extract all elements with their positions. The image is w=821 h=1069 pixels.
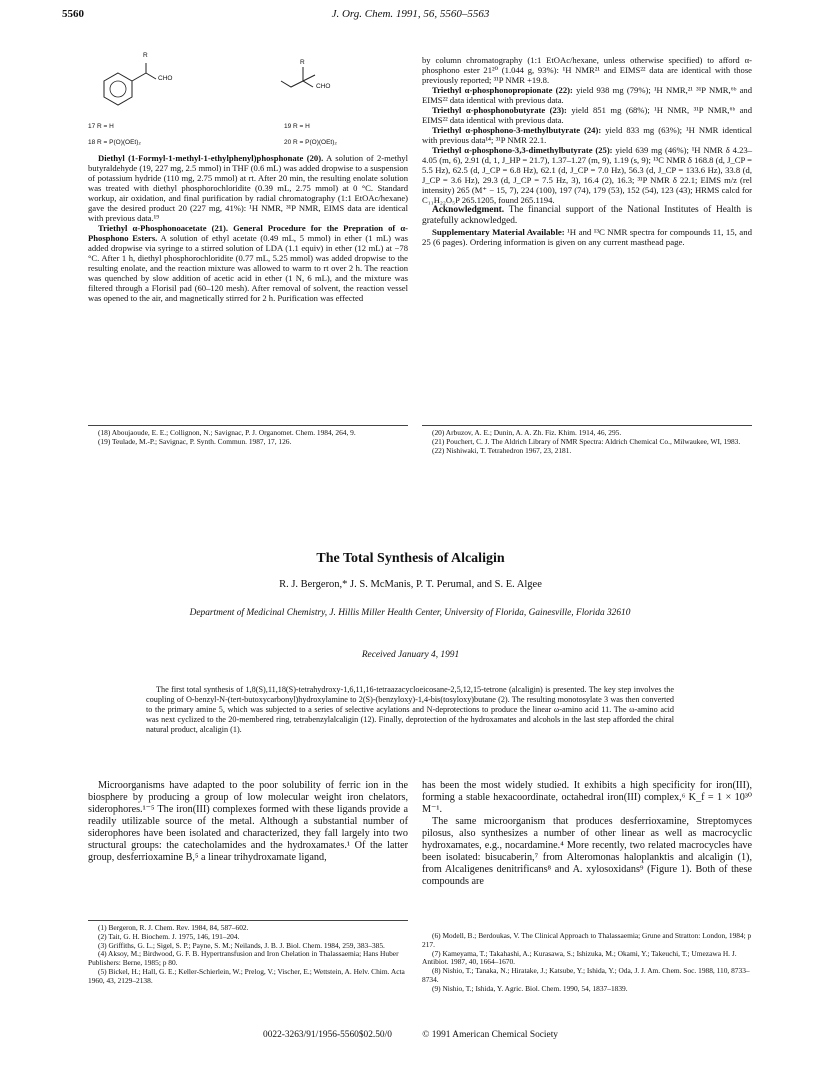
footnote-20: (20) Arbuzov, A. E.; Dunin, A. A. Zh. Fiz. Khim. 1914, 46, 295.	[432, 428, 622, 437]
compound-24-paragraph	[422, 125, 752, 145]
compound-25-heading: Triethyl α-phosphono-3,3-dimethylbutyrate (25):	[432, 145, 613, 155]
copyright-notice: © 1991 American Chemical Society	[422, 1030, 558, 1040]
received-date: Received January 4, 1991	[361, 650, 460, 660]
compound-22-heading: Triethyl α-phosphonopropionate (22):	[432, 85, 573, 95]
compound-23-text: yield 851 mg (68%); ¹H NMR, ³¹P NMR,⁶ᵇ and EIMS²² data identical with previous data.	[422, 105, 752, 125]
structure-figure	[88, 52, 408, 153]
struct1-r-label: R	[143, 52, 148, 59]
footnote-divider	[88, 425, 408, 426]
triethyl-paragraph	[88, 223, 408, 303]
article-authors: R. J. Bergeron,* J. S. McManis, P. T. Perumal, and S. E. Algee	[279, 579, 542, 590]
page-number: 5560	[62, 8, 84, 20]
footnotes-left	[88, 425, 408, 447]
diethyl-heading: Diethyl (1-Formyl-1-methyl-1-ethylphenyl)phosphonate (20).	[98, 153, 324, 163]
footnote-22: (22) Nishiwaki, T. Tetrahedron 1967, 23, 2181.	[432, 445, 572, 455]
compound-25-paragraph	[422, 145, 752, 205]
triethyl-heading: Triethyl α-Phosphonoacetate (21). General Procedure for the Prepration of α-Phosphono Esters.	[88, 223, 408, 243]
footnote-21: (21) Pouchert, C. J. The Aldrich Library of NMR Spectra: Aldrich Chemical Co., Milwaukee, WI, 1983.	[432, 436, 741, 446]
alkyl-aldehyde-structure	[273, 55, 353, 105]
references-right	[422, 932, 752, 994]
struct2-label-19: 19 R = H	[284, 123, 310, 130]
abstract: The first total synthesis of 1,8(S),11,18(S)-tetrahydroxy-1,6,11,16-tetraazacycloeicosane-2,5,12,15-tetrone (alcaligin) is presented. The key step involves the coupling of O-benzyl-N-(tert-butoxycarbonyl)hydroxylamine to 2(S)-(benzyloxy)-1,4-bis(tosyloxy)butane (2). The resulting monotosylate 3 was then converted to the primary amine 5, which was subjected to a series of selective acylations and N-deprotections to produce the linear ω-amino acid 11. The ω-amino acid was next cyclized to the 20-membered ring, tetrabenzylalcaligin (12). Finally, deprotection of the hydroxamates and alcohols in the last step afforded the chiral natural product, alcaligin (1).	[146, 685, 674, 734]
struct1-label-17: 17 R = H	[88, 123, 114, 130]
article-code: 0022-3263/91/1956-5560$02.50/0	[263, 1030, 392, 1040]
struct2-r-label: R	[300, 59, 305, 66]
supplementary-text: ¹H and ¹³C NMR spectra for compounds 11, 15, and 25 (6 pages). Ordering information is given on any current masthead page.	[422, 227, 752, 248]
acknowledgment	[422, 205, 752, 227]
acknowledgment-text: The financial support of the National Institutes of Health is gratefully acknowledged.	[422, 205, 752, 226]
right-column	[422, 55, 752, 248]
aryl-aldehyde-structure	[88, 55, 238, 117]
supplementary-material	[422, 227, 752, 248]
compound-23-heading: Triethyl α-phosphonobutyrate (23):	[432, 105, 567, 115]
footnote-divider	[422, 425, 752, 426]
footnote-18: (18) Aboujaoude, E. E.; Collignon, N.; Savignac, P. J. Organomet. Chem. 1984, 264, 9.	[98, 428, 356, 437]
footnote-19: (19) Teulade, M.-P.; Savignac, P. Synth. Commun. 1987, 17, 126.	[98, 436, 292, 446]
compound-24-text: yield 833 mg (63%); ¹H NMR identical with previous data¹⁴; ³¹P NMR 22.1.	[422, 125, 752, 145]
body-text-right	[422, 780, 752, 888]
reference-5: (5) Bickel, H.; Hall, G. E.; Keller-Schierlein, W.; Prelog, V.; Vischer, E.; Wettstein, A. Helv. Chim. Acta 1960, 43, 2129–2138.	[88, 966, 405, 985]
references-left	[88, 920, 408, 986]
body-right-paragraph-2: The same microorganism that produces desferrioxamine, Streptomyces pilosus, also synthesizes a number of other linear as well as macrocyclic hydroxamates, e.g., nocardamine.⁴ More recently, two related macrocycles have been isolated: bisucaberin,⁷ from Alteromonas haloplanktis and alcaligin (1), from Alcaligenes denitrificans⁸ and A. xylosoxidans⁹ (Figure 1). Both of these compounds are	[422, 816, 752, 887]
struct1-cho-label: CHO	[158, 75, 173, 82]
compound-24-heading: Triethyl α-phosphono-3-methylbutyrate (24):	[432, 125, 602, 135]
references-divider	[88, 920, 408, 921]
left-column	[88, 52, 409, 303]
reference-8: (8) Nishio, T.; Tanaka, N.; Hiratake, J.; Katsube, Y.; Ishida, Y.; Oda, J. J. Am. Chem. Soc. 1988, 110, 8733–8734.	[422, 966, 750, 984]
compound-22-paragraph	[422, 85, 752, 105]
diethyl-text: A solution of 2-methyl butyraldehyde (19, 227 mg, 2.5 mmol) in THF (0.6 mL) was added dropwise to a suspension of potassium hydride (110 mg, 2.75 mmol) at rt. After 20 min, the resulting enolate solution was treated with diethyl phosphorochloridite (0.39 mL, 2.75 mmol) at 0 °C. Standard workup, air oxidation, and final purification by radial chromatography (1:1 EtOAc/hexane) gave the desired product 20 (227 mg, 41%): ¹H NMR, ³¹P NMR, EIMS data are identical with previous data.¹⁹	[88, 153, 408, 223]
body-text-left: Microorganisms have adapted to the poor solubility of ferric ion in the biosphere by producing a group of low molecular weight iron chelators, siderophores.¹⁻⁵ The iron(III) complexes formed with these ligands provide a readily utilizable source of the metal. Although a substantial number of siderophores have been isolated and characterized, they fall largely into two structural groups: the catecholamides and the hydroxamates.¹ Of the latter group, desferrioxamine B,⁵ a linear trihydroxamate ligand,	[88, 780, 408, 863]
acknowledgment-heading: Acknowledgment.	[432, 205, 505, 215]
footnotes-right	[422, 425, 752, 455]
struct2-label-20: 20 R = P(O)(OEt)₂	[284, 139, 337, 146]
compound-23-paragraph	[422, 105, 752, 125]
body-right-paragraph-1: has been the most widely studied. It exhibits a high specificity for iron(III), forming a stable hexacoordinate, octahedral iron(III) complex,⁶ K_f = 1 × 10³⁰ M⁻¹.	[422, 780, 752, 815]
reference-6: (6) Modell, B.; Berdoukas, V. The Clinical Approach to Thalassaemia; Grune and Stratton: London, 1984; p 217.	[422, 931, 752, 949]
reference-7: (7) Kameyama, T.; Takahashi, A.; Kurasawa, S.; Ishizuka, M.; Okami, Y.; Takeuchi, T.; Umezawa H. J. Antibiot. 1987, 40, 1664–1670.	[422, 948, 737, 967]
page-footer	[0, 1030, 821, 1040]
supplementary-heading: Supplementary Material Available:	[432, 227, 565, 237]
running-head: J. Org. Chem. 1991, 56, 5560–5563	[331, 8, 490, 20]
struct2-cho-label: CHO	[316, 83, 331, 90]
compound-22-text: yield 938 mg (79%); ¹H NMR,²¹ ³¹P NMR,⁶ᵇ and EIMS²² data identical with previous data.	[422, 85, 752, 105]
reference-1: (1) Bergeron, R. J. Chem. Rev. 1984, 84, 587–602.	[98, 923, 249, 932]
right-paragraph-1: by column chromatography (1:1 EtOAc/hexane, unless otherwise specified) to afford α-phosphono ester 21²⁰ (1.044 g, 93%): ¹H NMR²¹ and EIMS²² data are identical with those previously reported; ³¹P NMR +19.8.	[422, 55, 752, 85]
triethyl-text: A solution of ethyl acetate (0.49 mL, 5 mmol) in ether (1 mL) was added dropwise via syringe to a stirred solution of LDA (1.1 equiv) in ether (12 mL) at −78 °C. After 1 h, diethyl phosphorochloridite (0.77 mL, 5.25 mmol) was added dropwise to the resulting enolate, and the reaction mixture was allowed to warm to rt over 2 h. The reaction was quenched by slow addition of acetic acid in ether (1 N, 6 mL), and the mixture was filtered through a Florisil pad (60–120 mesh). After removal of solvent, the reaction vessel was opened to the air, and magnetically stirred for 2 h. Purification was effected	[88, 233, 409, 303]
reference-4: (4) Aksoy, M.; Birdwood, G. F. B. Hypertransfusion and Iron Chelation in Thalassaemia; Hans Huber Publishers: Berne, 1985; p 80.	[88, 949, 399, 968]
article-affiliation: Department of Medicinal Chemistry, J. Hillis Miller Health Center, University of Florida, Gainesville, Florida 32610	[189, 608, 631, 618]
article-title: The Total Synthesis of Alcaligin	[316, 551, 505, 566]
diethyl-paragraph	[88, 153, 408, 223]
reference-2: (2) Tait, G. H. Biochem. J. 1975, 146, 191–204.	[98, 931, 240, 941]
reference-9: (9) Nishio, T.; Ishida, Y. Agric. Biol. Chem. 1990, 54, 1837–1839.	[432, 983, 628, 993]
reference-3: (3) Griffiths, G. L.; Sigel, S. P.; Payne, S. M.; Neilands, J. B. J. Biol. Chem. 1984, 259, 383–385.	[98, 940, 385, 950]
compound-25-text: yield 639 mg (46%); ¹H NMR δ 4.23–4.05 (m, 6), 2.91 (d, 1, J_HP = 21.7), 1.37–1.27 (m, 9), 1.19 (s, 9); ¹³C NMR δ 168.8 (d, J_CP = 5.5 Hz), 62.5 (d, J_CP = 6.8 Hz), 62.1 (d, J_CP = 7.0 Hz), 56.3 (d, J_CP = 133.6 Hz), 33.8 (d, J_CP = 3.6 Hz), 29.3 (d, J_CP = 7.5 Hz, 3), 16.4 (2), 16.3; ³¹P NMR δ 22.1; EIMS m/z (rel intensity) 265 (M⁺ − 15, 7), 224 (100), 197 (74), 179 (53), 152 (54), 123 (43); HRMS calcd for C₁₁H₂₂O₅P 265.1205, found 265.1194.	[422, 145, 753, 205]
struct1-label-18: 18 R = P(O)(OEt)₂	[88, 139, 141, 146]
